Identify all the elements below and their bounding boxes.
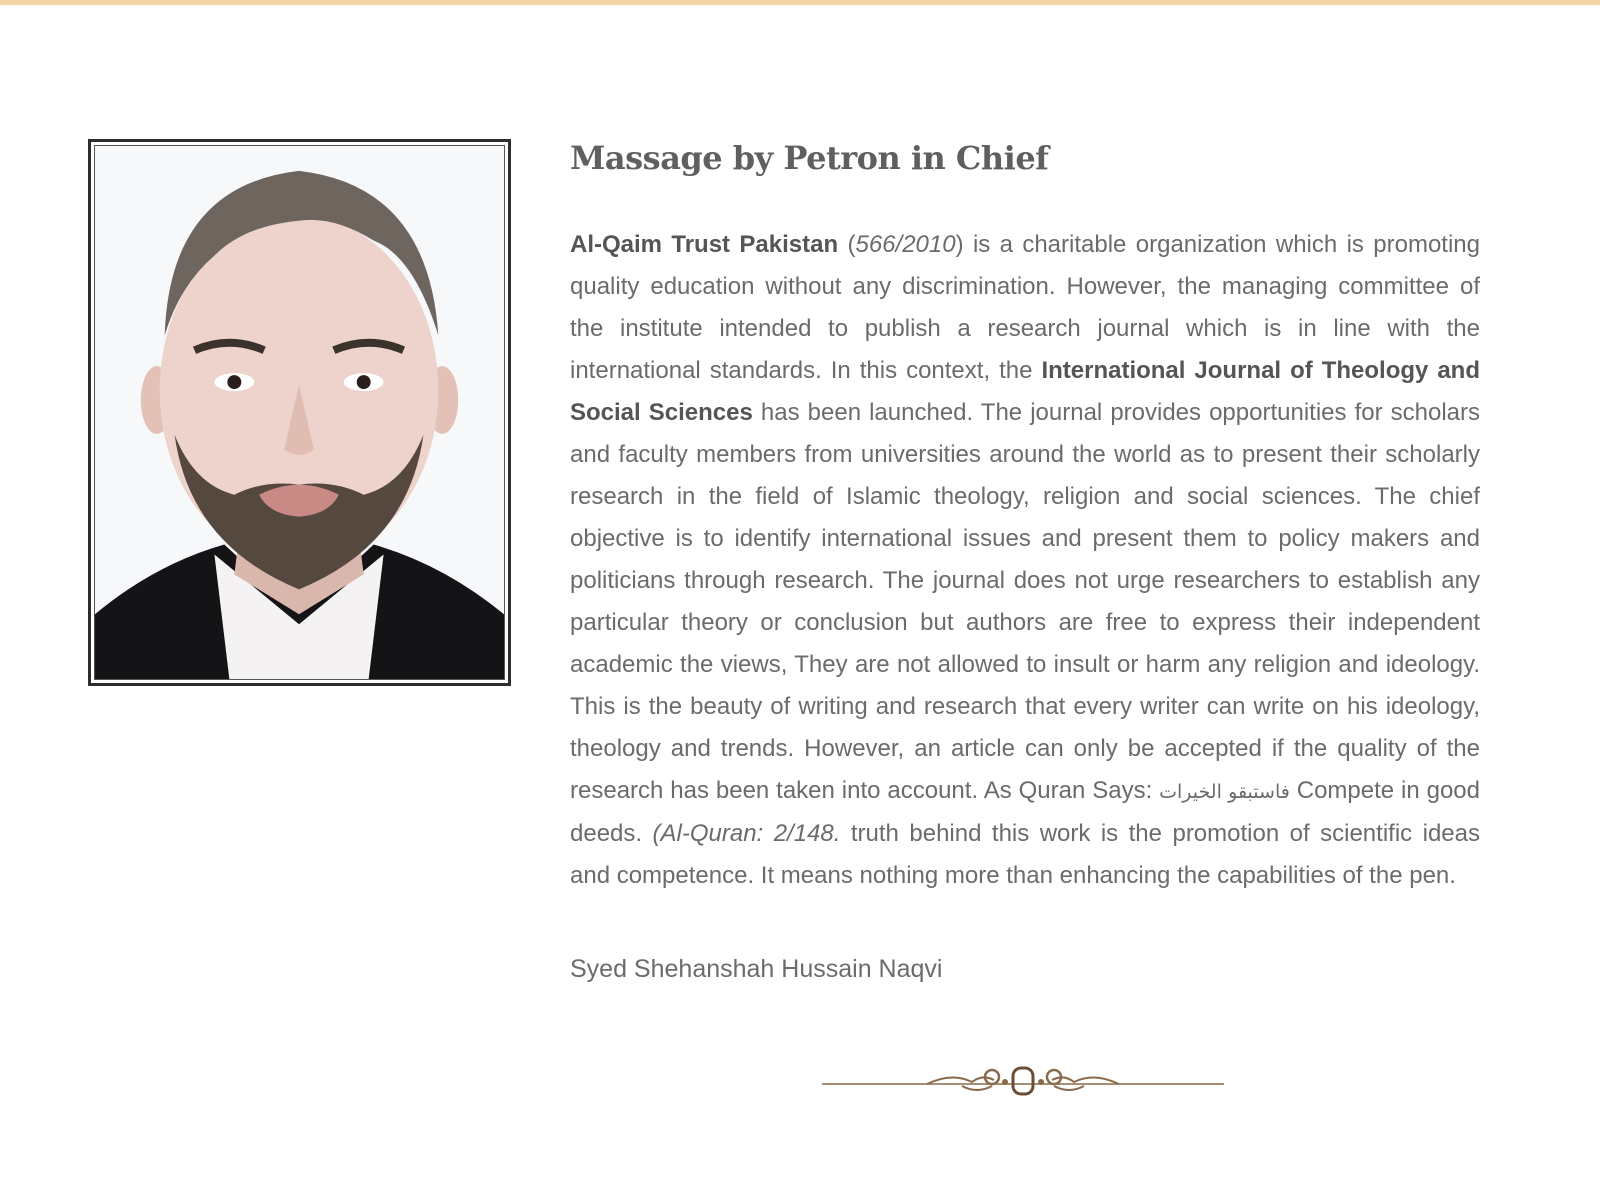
registration-number: 566/2010 bbox=[855, 231, 956, 258]
signature-name: Syed Shehanshah Hussain Naqvi bbox=[570, 955, 943, 983]
top-accent-bar bbox=[0, 0, 1600, 5]
message-body bbox=[570, 224, 1480, 897]
patron-photo-frame bbox=[88, 139, 511, 686]
body-part-1: ) is a charitable organization which is promoting quality education without any discrimination. However, the managing committee of the institute intended to publish a research journal which is in line with the international standards. In this context, the bbox=[570, 231, 1480, 384]
journal-name: International Journal of Theology and Social Sciences bbox=[570, 357, 1481, 426]
reg-open: ( bbox=[838, 231, 856, 258]
message-section bbox=[570, 136, 1480, 989]
scroll-ornament-divider-icon bbox=[822, 1062, 1224, 1102]
portrait-photo-icon bbox=[95, 146, 504, 679]
arabic-quote: فاستبقو الخيرات bbox=[1159, 781, 1290, 803]
org-name: Al-Qaim Trust Pakistan bbox=[570, 231, 839, 258]
quote-translation: Compete in good deeds. bbox=[570, 777, 1480, 847]
patron-portrait-photo bbox=[94, 145, 505, 680]
body-part-3: truth behind this work is the promotion of scientific ideas and competence. It means nothing more than enhancing the capabilities of the pen. bbox=[570, 820, 1480, 889]
quote-reference: (Al-Quran: 2/148. bbox=[652, 820, 841, 847]
body-part-2: has been launched. The journal provides opportunities for scholars and faculty members from universities around the world as to present their scholarly research in the field of Islamic theology, religion and social sciences. The chief objective is to identify international issues and present them to policy makers and politicians through research. The journal does not urge researchers to establish any particular theory or conclusion but authors are free to express their independent academic the views, They are not allowed to insult or harm any religion and ideology. This is the beauty of writing and research that every writer can write on his ideology, theology and trends. However, an article can only be accepted if the quality of the research has been taken into account. As Quran Says: bbox=[570, 399, 1480, 804]
message-title: Massage by Petron in Chief bbox=[570, 139, 1049, 177]
